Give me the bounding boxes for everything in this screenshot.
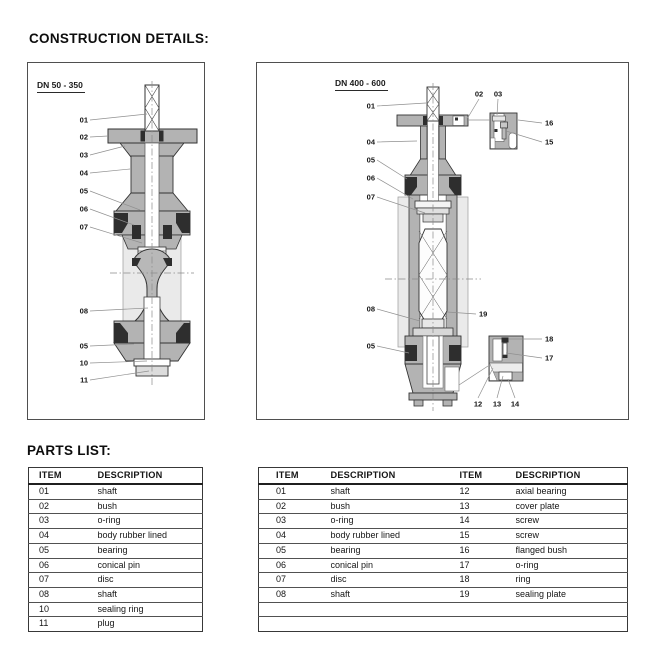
table-cell: shaft bbox=[331, 484, 460, 499]
callout-06: 06 bbox=[79, 204, 88, 214]
table-cell: 10 bbox=[29, 602, 98, 617]
header-row bbox=[259, 468, 628, 485]
table-cell: disc bbox=[98, 573, 203, 588]
bush-left bbox=[141, 131, 146, 142]
table-cell: 11 bbox=[29, 617, 98, 632]
column-header: DESCRIPTION bbox=[516, 468, 628, 485]
table-cell: body rubber lined bbox=[331, 529, 460, 544]
table-row bbox=[29, 617, 203, 632]
top-detail-inset bbox=[490, 113, 517, 149]
table-cell: bearing bbox=[98, 543, 203, 558]
diagram-dn400-600 bbox=[256, 62, 629, 420]
callout-12: 12 bbox=[473, 399, 483, 409]
bearing-inner-left bbox=[132, 225, 141, 239]
column-header: ITEM bbox=[29, 468, 98, 485]
table-cell: o-ring bbox=[516, 558, 628, 573]
table-cell: 07 bbox=[29, 573, 98, 588]
bush-left bbox=[423, 116, 427, 125]
callout-03: 03 bbox=[493, 89, 503, 99]
callout-08: 08 bbox=[79, 306, 88, 316]
tube-wall-right bbox=[446, 191, 457, 347]
column-header: DESCRIPTION bbox=[98, 468, 203, 485]
callout-07: 07 bbox=[79, 222, 88, 232]
table-row bbox=[29, 602, 203, 617]
column-header: DESCRIPTION bbox=[331, 468, 460, 485]
table-cell: 18 bbox=[460, 573, 516, 588]
cover-tab bbox=[499, 372, 512, 380]
bush-right bbox=[439, 116, 443, 125]
callout-05-lower: 05 bbox=[79, 341, 88, 351]
table-row bbox=[29, 484, 203, 499]
table-cell: sealing plate bbox=[516, 587, 628, 602]
bush-right bbox=[159, 131, 164, 142]
table-cell: shaft bbox=[98, 587, 203, 602]
table-cell: 16 bbox=[460, 543, 516, 558]
callout-19: 19 bbox=[479, 309, 488, 319]
table-cell: 14 bbox=[460, 514, 516, 529]
table-cell: flanged bush bbox=[516, 543, 628, 558]
bearing-inner-right bbox=[163, 225, 172, 239]
foot-left bbox=[414, 400, 423, 406]
flanged-bush bbox=[493, 116, 506, 121]
table-cell: 07 bbox=[259, 573, 331, 588]
table-row bbox=[259, 514, 628, 529]
table-row bbox=[29, 587, 203, 602]
page-title: CONSTRUCTION DETAILS: bbox=[29, 31, 210, 46]
cover-plate bbox=[490, 363, 523, 372]
table-row bbox=[29, 514, 203, 529]
table-cell: 03 bbox=[259, 514, 331, 529]
table-cell: sealing ring bbox=[98, 602, 203, 617]
table-cell: 06 bbox=[259, 558, 331, 573]
callout-17: 17 bbox=[545, 353, 554, 363]
parts-table-left bbox=[28, 467, 203, 632]
callout-05: 05 bbox=[366, 155, 375, 165]
column-header: ITEM bbox=[259, 468, 331, 485]
table-cell: body rubber lined bbox=[98, 529, 203, 544]
callout-05: 05 bbox=[79, 186, 88, 196]
parts-list-title: PARTS LIST: bbox=[27, 443, 112, 458]
table-row bbox=[259, 529, 628, 544]
table-row bbox=[29, 573, 203, 588]
table-cell: 03 bbox=[29, 514, 98, 529]
o-ring-mark bbox=[495, 129, 498, 132]
header-row bbox=[29, 468, 203, 485]
axial-bearing-region bbox=[445, 367, 459, 391]
callout-07: 07 bbox=[366, 192, 375, 202]
table-row bbox=[259, 543, 628, 558]
table-cell: conical pin bbox=[98, 558, 203, 573]
neck-wall-left bbox=[421, 126, 428, 159]
table-cell: conical pin bbox=[331, 558, 460, 573]
table-row bbox=[29, 543, 203, 558]
diagram-label-dn400-600: DN 400 - 600 bbox=[335, 78, 388, 91]
table-cell: 05 bbox=[29, 543, 98, 558]
callout-15: 15 bbox=[545, 137, 554, 147]
callout-02: 02 bbox=[474, 89, 484, 99]
table-cell: screw bbox=[516, 529, 628, 544]
table-cell: 08 bbox=[29, 587, 98, 602]
screw-head bbox=[501, 122, 508, 128]
table-cell: 13 bbox=[460, 499, 516, 514]
callout-10: 10 bbox=[79, 358, 88, 368]
callout-11: 11 bbox=[80, 375, 88, 385]
flange-detail-region bbox=[453, 116, 464, 126]
table-cell: screw bbox=[516, 514, 628, 529]
diagram-dn50-350 bbox=[27, 62, 205, 420]
table-cell: 08 bbox=[259, 587, 331, 602]
table-cell bbox=[259, 617, 331, 632]
table-row bbox=[259, 587, 628, 602]
table-row bbox=[29, 558, 203, 573]
table-cell: 04 bbox=[29, 529, 98, 544]
table-cell: 01 bbox=[259, 484, 331, 499]
lower-cap-right bbox=[449, 345, 461, 361]
ring-mark bbox=[502, 338, 509, 343]
foot-right bbox=[443, 400, 452, 406]
parts-table-right bbox=[258, 467, 628, 632]
table-cell: bush bbox=[331, 499, 460, 514]
table-cell: plug bbox=[98, 617, 203, 632]
table-cell: 15 bbox=[460, 529, 516, 544]
callout-03: 03 bbox=[79, 150, 88, 160]
table-cell: 02 bbox=[29, 499, 98, 514]
table-cell bbox=[516, 617, 628, 632]
table-cell bbox=[460, 602, 516, 617]
table-cell: 12 bbox=[460, 484, 516, 499]
diagram-label-dn50-350: DN 50 - 350 bbox=[37, 80, 85, 93]
table-cell bbox=[460, 617, 516, 632]
bush-mark bbox=[455, 118, 458, 121]
table-cell: axial bearing bbox=[516, 484, 628, 499]
callout-02: 02 bbox=[79, 132, 88, 142]
callout-05-lower: 05 bbox=[366, 341, 375, 351]
callout-18: 18 bbox=[545, 334, 554, 344]
neck-wall-right bbox=[439, 126, 446, 159]
column-header: ITEM bbox=[460, 468, 516, 485]
table-cell: 05 bbox=[259, 543, 331, 558]
table-cell bbox=[331, 602, 460, 617]
table-cell: disc bbox=[331, 573, 460, 588]
table-cell bbox=[516, 602, 628, 617]
dn400-600-drawing bbox=[257, 63, 628, 419]
table-cell: bearing bbox=[331, 543, 460, 558]
table-cell: o-ring bbox=[331, 514, 460, 529]
table-row bbox=[259, 602, 628, 617]
table-cell: bush bbox=[98, 499, 203, 514]
callout-13: 13 bbox=[492, 399, 502, 409]
table-cell: 04 bbox=[259, 529, 331, 544]
table-cell: cover plate bbox=[516, 499, 628, 514]
callout-01: 01 bbox=[366, 101, 375, 111]
o-ring-mark bbox=[503, 355, 508, 358]
tube-wall-left bbox=[409, 191, 420, 347]
table-row bbox=[259, 573, 628, 588]
table-cell: 19 bbox=[460, 587, 516, 602]
callout-01: 01 bbox=[79, 115, 88, 125]
callout-08: 08 bbox=[366, 304, 375, 314]
table-row bbox=[259, 558, 628, 573]
table-cell: ring bbox=[516, 573, 628, 588]
table-cell: 06 bbox=[29, 558, 98, 573]
table-cell: 01 bbox=[29, 484, 98, 499]
table-cell: 02 bbox=[259, 499, 331, 514]
table-cell: o-ring bbox=[98, 514, 203, 529]
lower-cap-left bbox=[405, 345, 417, 361]
table-row bbox=[259, 484, 628, 499]
callout-04: 04 bbox=[79, 168, 88, 178]
table-row bbox=[29, 529, 203, 544]
callout-16: 16 bbox=[545, 118, 554, 128]
callout-14: 14 bbox=[510, 399, 520, 409]
callout-06: 06 bbox=[366, 173, 375, 183]
dn50-350-drawing bbox=[28, 63, 204, 419]
table-cell: shaft bbox=[331, 587, 460, 602]
table-cell: 17 bbox=[460, 558, 516, 573]
bottom-detail-inset bbox=[489, 336, 523, 381]
table-row bbox=[259, 617, 628, 632]
screw-shank bbox=[502, 128, 506, 139]
callout-04: 04 bbox=[366, 137, 375, 147]
table-row bbox=[259, 499, 628, 514]
table-row bbox=[29, 499, 203, 514]
table-cell bbox=[331, 617, 460, 632]
table-cell: shaft bbox=[98, 484, 203, 499]
table-cell bbox=[259, 602, 331, 617]
